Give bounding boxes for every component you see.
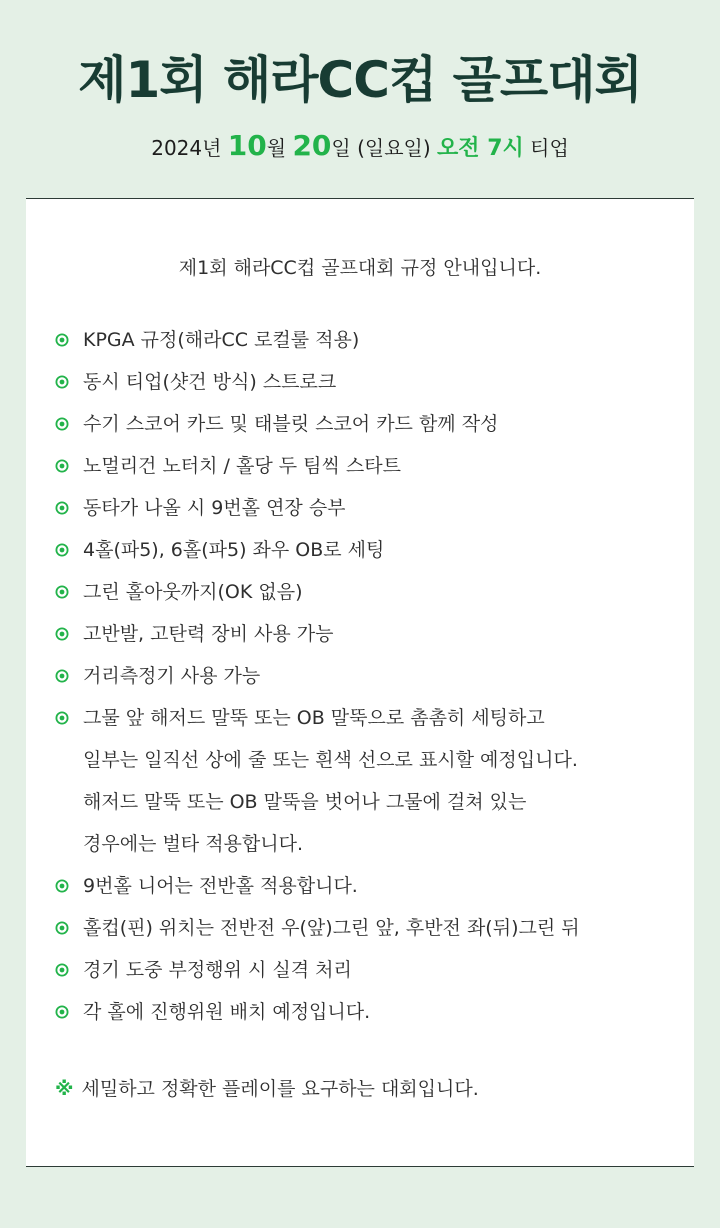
rule-item (26, 361, 694, 403)
rules-list (26, 319, 694, 1033)
target-circle-icon (55, 879, 69, 893)
tee-off-label: 티업 (530, 136, 569, 160)
rule-item (26, 991, 694, 1033)
date-day-unit: 일 (331, 136, 351, 160)
rule-item (26, 571, 694, 613)
target-circle-icon (55, 417, 69, 431)
rule-item (26, 613, 694, 655)
rule-text: 노멀리건 노터치 / 홀당 두 팀씩 스타트 (83, 455, 401, 477)
date-month-number: 10 (227, 129, 267, 162)
rule-text: 9번홀 니어는 전반홀 적용합니다. (83, 875, 358, 897)
rule-text: 일부는 일직선 상에 줄 또는 흰색 선으로 표시할 예정입니다. (83, 749, 578, 771)
rule-text: 수기 스코어 카드 및 태블릿 스코어 카드 함께 작성 (83, 413, 499, 435)
intro-text: 제1회 해라CC컵 골프대회 규정 안내입니다. (178, 257, 542, 279)
rule-item (26, 697, 694, 865)
target-circle-icon (55, 501, 69, 515)
rule-item (26, 487, 694, 529)
rule-item (26, 949, 694, 991)
rule-text: KPGA 규정(해라CC 로컬룰 적용) (83, 329, 360, 351)
target-circle-icon (55, 1005, 69, 1019)
target-circle-icon (55, 921, 69, 935)
rule-text: 경우에는 벌타 적용합니다. (83, 833, 304, 855)
reference-mark-icon: ※ (55, 1078, 74, 1100)
rule-text: 4홀(파5), 6홀(파5) 좌우 OB로 세팅 (83, 539, 385, 561)
date-month-unit: 월 (266, 136, 287, 160)
target-circle-icon (55, 627, 69, 641)
rule-item (26, 529, 694, 571)
rule-item (26, 319, 694, 361)
rule-item (26, 445, 694, 487)
closing-note (55, 1075, 479, 1103)
closing-note-text: 세밀하고 정확한 플레이를 요구하는 대회입니다. (81, 1078, 479, 1100)
rule-text: 고반발, 고탄력 장비 사용 가능 (83, 623, 334, 645)
header (0, 0, 720, 198)
rules-card (26, 198, 694, 1167)
date-weekday: (일요일) (357, 136, 431, 160)
rule-item (26, 403, 694, 445)
rule-text: 동시 티업(샷건 방식) 스트로크 (83, 371, 337, 393)
rule-text: 동타가 나올 시 9번홀 연장 승부 (83, 497, 346, 519)
target-circle-icon (55, 543, 69, 557)
rule-text: 거리측정기 사용 가능 (83, 665, 261, 687)
rule-item (26, 907, 694, 949)
target-circle-icon (55, 585, 69, 599)
page-title: 제1회 해라CC컵 골프대회 (78, 51, 642, 109)
target-circle-icon (55, 333, 69, 347)
rule-text: 해저드 말뚝 또는 OB 말뚝을 벗어나 그물에 걸쳐 있는 (83, 791, 527, 813)
rule-text: 각 홀에 진행위원 배치 예정입니다. (83, 1001, 371, 1023)
target-circle-icon (55, 459, 69, 473)
rule-text: 홀컵(핀) 위치는 전반전 우(앞)그린 앞, 후반전 좌(뒤)그린 뒤 (83, 917, 580, 939)
rule-text: 그물 앞 해저드 말뚝 또는 OB 말뚝으로 촘촘히 세팅하고 (83, 707, 545, 729)
date-year: 2024년 (151, 136, 222, 160)
target-circle-icon (55, 711, 69, 725)
target-circle-icon (55, 669, 69, 683)
date-day-number: 20 (292, 129, 332, 162)
target-circle-icon (55, 963, 69, 977)
date-time: 오전 7시 (437, 136, 524, 161)
event-date (0, 128, 720, 167)
rule-text: 경기 도중 부정행위 시 실격 처리 (83, 959, 352, 981)
rule-item (26, 655, 694, 697)
rule-text: 그린 홀아웃까지(OK 없음) (83, 581, 303, 603)
rule-item (26, 865, 694, 907)
target-circle-icon (55, 375, 69, 389)
